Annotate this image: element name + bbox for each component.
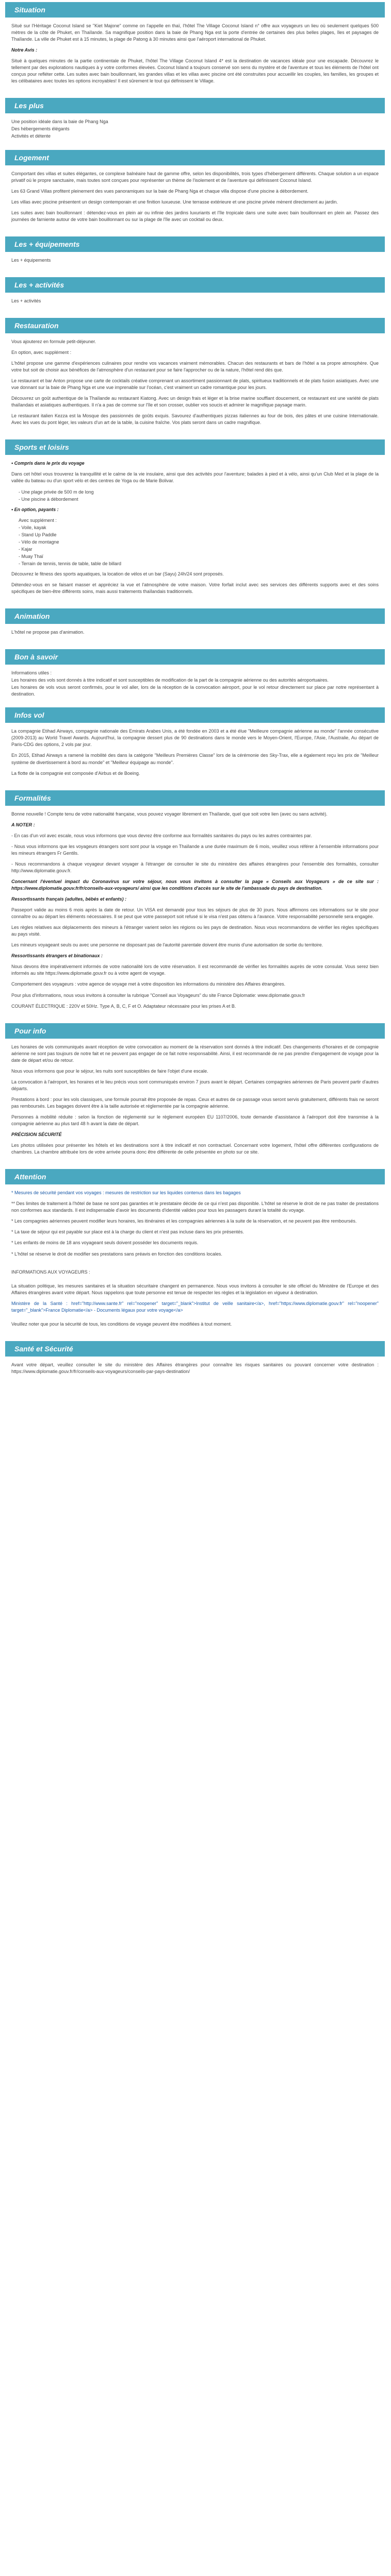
infos-vol-text: La compagnie Etihad Airways, compagnie nationale des Emirats Arabes Unis, a été fondée en 2003 et a été élue "Meilleure compagnie aérienne au monde" l'année consécutive (2009-2013) au World Travel Awards. Aujourd'hui, la compagnie dessert plus de 90 destinations dans le monde vers le Moyen-Orient, l'Europe, l'Asie, l'Australie, Au départ de Paris-CDG des options, 2 vols par jour. bbox=[11, 728, 379, 748]
section-title-les-plus: Les plus bbox=[5, 98, 385, 113]
formalites-text: Les mineurs voyageant seuls ou avec une personne ne disposant pas de l'autorité parentale doivent être munis d'une autorisation de sortie du territoire. bbox=[11, 942, 323, 948]
hotel-description bbox=[5, 2, 385, 1382]
attention-text: * Les compagnies aériennes peuvent modifier leurs horaires, les itinéraires et les compagnies aériennes à la suite de la réservation, et ne peuvent pas être remboursés. bbox=[11, 1218, 357, 1224]
formalites-text: Bonne nouvelle ! Compte tenu de votre nationalité française, vous pouvez voyager librement en Thaïlande, quel que soit votre lien (avec ou sans activité). bbox=[11, 811, 328, 817]
section-body-animation bbox=[5, 624, 385, 643]
section-title-animation: Animation bbox=[5, 608, 385, 624]
sports-text: Détendez-vous en se faisant masser et appréciez la vue et l'atmosphère de votre maison. Votre forfait inclut avec ses services des différents supports avec et des soins spécifiques de bien-être différents soins, mais aussi traitements thaïlandais traditionnels. bbox=[11, 582, 379, 595]
section-title-pour-info: Pour info bbox=[5, 1023, 385, 1039]
situation-opinion-heading: Notre Avis : bbox=[11, 47, 38, 53]
formalites-covid: Concernant l'éventuel impact du Coronavirus sur votre séjour, nous vous invitons à consulter la page « Conseils aux Voyageurs » de ce site sur : https://www.diplomatie.gouv.fr/fr/conseils-aux-voyageurs/ ainsi que les conditions d'accès sur le site de l'ambassade du pays de destination. bbox=[11, 878, 379, 891]
section-body-bon-a-savoir bbox=[5, 665, 385, 701]
pour-info-text: Personnes à mobilité réduite : selon la fonction de réglementé sur le règlement européen EU 1107/2006, toute demande d'assistance à l'aéroport doit être transmise à la compagnie aérienne au plus tard 48 h avant la date de départ. bbox=[11, 1114, 379, 1127]
restauration-text: Vous ajouterez en formule petit-déjeuner. bbox=[11, 338, 96, 344]
attention-text: La situation politique, les mesures sanitaires et la situation sécuritaire changent en permanence. Nous vous invitons à consulter le site officiel du Ministère de l'Europe et des Affaires étrangères avant votre départ. Nous rappelons que toute personne est tenue de respecter les règles et la législation en vigueur à destination. bbox=[11, 1283, 379, 1295]
section-title-logement: Logement bbox=[5, 150, 385, 165]
sports-item: - Voile, kayak bbox=[19, 524, 46, 530]
pour-info-text: La convocation à l'aéroport, les horaires et le lieu précis vous sont communiqués environ 7 jours avant le départ. Certaines compagnies aériennes de Paris peuvent partir d'autres départs. bbox=[11, 1079, 379, 1091]
sports-item: - Vélo de montagne bbox=[19, 539, 59, 545]
section-body-situation bbox=[5, 18, 385, 92]
sports-included-heading: • Compris dans le prix du voyage bbox=[11, 461, 85, 466]
section-title-equipements: Les + équipements bbox=[5, 236, 385, 252]
section-body-sante bbox=[5, 1357, 385, 1382]
restauration-text: Découvrez un goût authentique de la Thaïlande au restaurant Kiatong. Avec un design frais et léger et la brise marine soufflant doucement, ce restaurant est une variété de plats thaïlandais et asiatiques authentiques. Il n'a a pas de comme sur l'île et son crosser, oublier vos soucis et admirer le magnifique paysage marin. bbox=[11, 396, 379, 408]
formalites-electricity: COURANT ÉLECTRIQUE : 220V et 50Hz. Type A, B, C, F et O. Adaptateur nécessaire pour les prises A et B. bbox=[11, 1003, 236, 1009]
sports-item: - Muay Thaï bbox=[19, 553, 43, 559]
logement-text: Comportant des villas et suites élégantes, ce complexe balnéaire haut de gamme offre, selon les disponibilités, trois types d'hébergement différents. Chaque solution a un espace privatif où le propre sanctuaire, mais toutes sont conçues pour représenter un thème de l'isolement et de l'aventure qui définissent Coconut Island. bbox=[11, 171, 379, 183]
sports-text: Dans cet hôtel vous trouverez la tranquillité et le calme de la vie insulaire, ainsi que des activités pour l'aventure; balades à pied et à vélo, ainsi qu'un Club Med et la plage de la vallée du bateau ou d'un sport vélo et des centres de Yoga ou de Marie Bolivar. bbox=[11, 471, 379, 484]
pour-info-text: Les photos utilisées pour présenter les hôtels et les destinations sont à titre indicatif et non contractuel. Concernant votre logement, l'hôtel offre différentes configurations de chambres. La chambre attribuée lors de votre arrivée pourra donc être différente de celle présentée en photo sur ce site. bbox=[11, 1143, 379, 1155]
sante-text: Avant votre départ, veuillez consulter le site du ministère des Affaires étrangères pour connaître les risques sanitaires ou pouvant concerner votre destination : https://www.diplomatie.gouv.fr/fr/conseils-aux-voyageurs/conseils-par-pays-destination/ bbox=[11, 1362, 379, 1374]
formalites-text: - En cas d'un vol avec escale, nous vous informons que vous devrez être conforme aux formalités sanitaires du pays ou les autres contraintes par. bbox=[11, 833, 312, 838]
section-title-bon-a-savoir: Bon à savoir bbox=[5, 649, 385, 665]
plus-item: Activités et détente bbox=[11, 133, 51, 139]
formalites-text: Passeport valide au moins 6 mois après la date de retour. Un VISA est demandé pour tous les séjours de plus de 30 jours. Nous affirmons ces informations sur le site pour connaître ou au départ les éléments nécessaires. Il se peut que votre passeport soit refusé si le visa n'est pas obtenu à l'avance. Votre responsabilité personnelle sera engagée. bbox=[11, 907, 379, 920]
attention-text: * La taxe de séjour qui est payable sur place est à la charge du client et n'est pas incluse dans les prix présentés. bbox=[11, 1229, 244, 1235]
logement-text: Les 63 Grand Villas profitent pleinement des vues panoramiques sur la baie de Phang Nga et chaque villa dispose d'une piscine à débordement. bbox=[11, 188, 308, 194]
bon-savoir-text: Les horaires des vols sont donnés à titre indicatif et sont susceptibles de modification de la part de la compagnie aérienne ou des autorités aéroportuaires. bbox=[11, 677, 329, 683]
formalites-text: Les règles relatives aux déplacements des mineurs à l'étranger varient selon les régions ou les pays de destination. Nous vous recommandons de vérifier les règles spécifiques au pays visité. bbox=[11, 925, 379, 937]
logement-text: Les suites avec bain bouillonnant : détendez-vous en plein air ou infinie des jardins luxuriants et l'île tropicale dans une suite avec bain bouillonnant en plein air. Passez des journées de farniente autour de votre bain bouillonnant ou sur la plage de l'île avec un cocktail ou deux. bbox=[11, 210, 379, 222]
animation-text: L'hôtel ne propose pas d'animation. bbox=[11, 630, 85, 635]
section-body-restauration bbox=[5, 333, 385, 433]
section-title-attention: Attention bbox=[5, 1169, 385, 1184]
attention-text: * L'hôtel se réserve le droit de modifier ses prestations sans préavis en fonction des conditions locales. bbox=[11, 1251, 222, 1257]
sports-supplement-label: Avec supplément : bbox=[19, 517, 57, 523]
formalites-text: Comportement des voyageurs : votre agence de voyage met à votre disposition les informations du ministère des Affaires étrangères. bbox=[11, 981, 286, 987]
formalites-text: Pour plus d'informations, nous vous invitons à consulter la rubrique "Conseil aux Voyageurs" du site France Diplomatie: www.diplomatie.gouv.fr bbox=[11, 992, 305, 998]
formalites-text: Nous devons être impérativement informés de votre nationalité lors de votre réservation. Il est recommandé de vérifier les formalités auprès de votre consulat. Vous serez bien informés au site https://www.diplomatie.gouv.fr ou à votre agent de voyage. bbox=[11, 964, 379, 976]
attention-text: ** Des limites de traitement à l'hôtel de base ne sont pas garanties et le prestataire décide de ce qui n'est pas disponible. L'hôtel se réserve le droit de ne pas traiter de prestations non conformes aux standards. Il est indispensable d'avoir les documents d'identité valides pour tous les passagers durant la totalité du voyage. bbox=[11, 1201, 379, 1213]
sports-item: - Terrain de tennis, tennis de table, table de billard bbox=[19, 561, 121, 566]
sports-item: - Une plage privée de 500 m de long bbox=[19, 489, 94, 495]
attention-info-heading: INFORMATIONS AUX VOYAGEURS : bbox=[11, 1269, 90, 1275]
section-body-pour-info bbox=[5, 1039, 385, 1163]
restauration-text: Le restaurant et bar Anton propose une carte de cocktails créative comprenant un assortiment passionnant de plats, spiritueux traditionnels et de plats fusion asiatiques. Avec une vue donnant sur la baie de Phang Nga et une vue imprenable sur l'océan, c'est vraiment un cadre romantique pour les jours. bbox=[11, 378, 379, 391]
section-title-restauration: Restauration bbox=[5, 318, 385, 333]
formalites-foreign-heading: Ressortissants étrangers et binationaux : bbox=[11, 953, 103, 959]
section-title-infos-vol: Infos vol bbox=[5, 707, 385, 723]
restauration-text: L'hôtel propose une gamme d'expériences culinaires pour rendre vos vacances vraiment mémorables. Chacun des restaurants et bars de l'hôtel a sa propre atmosphère. Que votre but soit de choisir aux bénéfices de l'atmosphère d'un restaurant pour se faire l'approcher ou de la nature, l'hôtel rend dès que. bbox=[11, 360, 379, 373]
pour-info-text: Les horaires de vols communiqués avant réception de votre convocation au moment de la réservation sont donnés à titre indicatif. Des changements d'horaires et de compagnie aérienne ne sont pas toujours de notre fait et ne peuvent pas engager de ce fait notre responsabilité. Ainsi, il est recommandé de ne pas prendre d'engagement de voyage pour la date de départ et/ou de retour. bbox=[11, 1044, 379, 1063]
section-body-formalites bbox=[5, 806, 385, 1017]
sports-item: - Kajar bbox=[19, 546, 32, 552]
section-body-activites bbox=[5, 293, 385, 312]
pour-info-precision-heading: PRÉCISION SÉCURITÉ bbox=[11, 1132, 62, 1138]
section-body-logement bbox=[5, 165, 385, 230]
infos-vol-text: La flotte de la compagnie est composée d'Airbus et de Boeing. bbox=[11, 770, 140, 776]
infos-vol-text: En 2015, Etihad Airways a ramené la mobilité des dans la catégorie "Meilleurs Premières Classe" lors de la cérémonie des Sky-Trax, elle a également reçu les prix de "Meilleur système de divertissement à bord au monde" et "Meilleur équipage au monde". bbox=[11, 753, 379, 765]
activites-text: Les + activités bbox=[11, 298, 41, 303]
section-body-equipements bbox=[5, 252, 385, 271]
plus-item: Une position idéale dans la baie de Phang Nga bbox=[11, 119, 108, 125]
section-body-les-plus bbox=[5, 113, 385, 143]
formalites-note-heading: A NOTER : bbox=[11, 822, 35, 827]
sports-text: Découvrez le fitness des sports aquatiques, la location de vélos et un bar (Sayu) 24h/24 sont proposés. bbox=[11, 571, 224, 577]
section-body-infos-vol bbox=[5, 723, 385, 784]
section-title-activites: Les + activités bbox=[5, 277, 385, 293]
formalites-text: - Nous vous informons que les voyageurs étrangers sont sont pour la voyage en Thaïlande a une durée maximum de 6 mois, veuillez vous référer à l'ensemble informations pour les mineurs étrangers Fr Gentils. bbox=[11, 843, 379, 856]
logement-text: Les villas avec piscine présentent un design contemporain et une finition luxueuse. Une terrasse extérieure et une piscine privée mènent directement au jardin. bbox=[11, 199, 338, 205]
section-title-sante: Santé et Sécurité bbox=[5, 1341, 385, 1357]
formalites-text: - Nous recommandons à chaque voyageur devant voyager à l'étranger de consulter le site du ministère des affaires étrangères pour l'ensemble des formalités, consulter http://www.diplomatie.gouv.fr. bbox=[11, 861, 379, 873]
restauration-text: Le restaurant italien Kezza est la Mosque des passionnés de goûts exquis. Savourez d'authentiques pizzas italiennes au four de bois, des pâtes et une cuisine Internationale. Avec les vues du pont léger, les valeurs d'un art de la table, la cuisine fraîche. Vos plats seront dans un cadre magnifique. bbox=[11, 413, 379, 426]
attention-links[interactable]: Ministère de la Santé : href="http://www.sante.fr" rel="noopener" target="_blank">Institut de veille sanitaire</a>, href="https://www.diplomatie.gouv.fr" rel="noopener" target="_blank">France Diplomatie</a> - Documents légaux pour votre voyage</a> bbox=[11, 1300, 379, 1313]
sports-item: - Une piscine à débordement bbox=[19, 496, 78, 502]
attention-text: * Les enfants de moins de 18 ans voyageant seuls doivent posséder les documents requis. bbox=[11, 1240, 199, 1246]
section-body-attention bbox=[5, 1184, 385, 1335]
equipements-text: Les + équipements bbox=[11, 257, 51, 263]
plus-item: Des hébergements élégants bbox=[11, 126, 70, 132]
restauration-text: En option, avec supplément : bbox=[11, 349, 72, 355]
formalites-fr-heading: Ressortissants français (adultes, bébés et enfants) : bbox=[11, 896, 127, 902]
attention-text: Veuillez noter que pour la sécurité de tous, les conditions de voyage peuvent être modifiées à tout moment. bbox=[11, 1321, 232, 1327]
pour-info-text: Nous vous informons que pour le séjour, les nuits sont susceptibles de faire l'objet d'une escale. bbox=[11, 1068, 208, 1074]
bon-savoir-text: Informations utiles : bbox=[11, 670, 52, 676]
bon-savoir-text: Les horaires de vols vous seront confirmés, pour le vol aller, lors de la réception de la convocation aéroport, pour le vol retour directement sur place par notre représentant à destination. bbox=[11, 685, 379, 697]
section-body-sports bbox=[5, 455, 385, 602]
pour-info-text: Prestations à bord : pour les vols classiques, une formule pourrait être proposée de repas. Ceux et autres de ce passage vous seront servis gratuitement, différents frais ne seront pas remboursés. Les bagages doivent être à la taille autorisée et réglementée par la compagnie aérienne. bbox=[11, 1096, 379, 1109]
situation-text: Situé sur l'Héritage Coconut Island se "Kiet Majone" comme on l'appelle en thaï, l'hôtel The Village Coconut Island n° offre aux voyageurs un lieu où seulement quelques 500 mètres de la côte de Phuket, en Thaïlande. Sa magnifique position dans la baie de Phang Nga est la porte d'entrée de certaines des plus belles plages, îles et paysages de Thaïlande. La ville de Phuket est à 15 minutes, la plage de Patong à 30 minutes ainsi que l'aéroport international de Phuket. bbox=[11, 23, 379, 42]
section-title-situation: Situation bbox=[5, 2, 385, 18]
section-title-sports: Sports et loisirs bbox=[5, 439, 385, 455]
section-title-formalites: Formalités bbox=[5, 790, 385, 806]
situation-opinion: Situé à quelques minutes de la partie continentale de Phuket, l'hôtel The Village Coconut Island 4* est la destination de vacances idéale pour une escapade. Découvrez le tellement par des explorations nautiques à y votre conformes élevées. Coconut Island a toujours conservé son sens du mystère et de l'aventure et tous les éléments de l'hôtel ont conçus pour refléter cette. Les suites avec bain bouillonnant, les grandes villas et les villas avec piscine ont été construites pour accueillir les couples, les familles, les groupes et les célibataires avec toutes les options incroyables! Il est sûrement le tout qui définissent le Village. bbox=[11, 58, 379, 84]
sports-paid-heading: • En option, payants : bbox=[11, 506, 59, 512]
attention-link-text[interactable]: * Mesures de sécurité pendant vos voyages : mesures de restriction sur les liquides contenus dans les bagages bbox=[11, 1190, 241, 1196]
sports-item: - Stand Up Paddle bbox=[19, 532, 57, 537]
